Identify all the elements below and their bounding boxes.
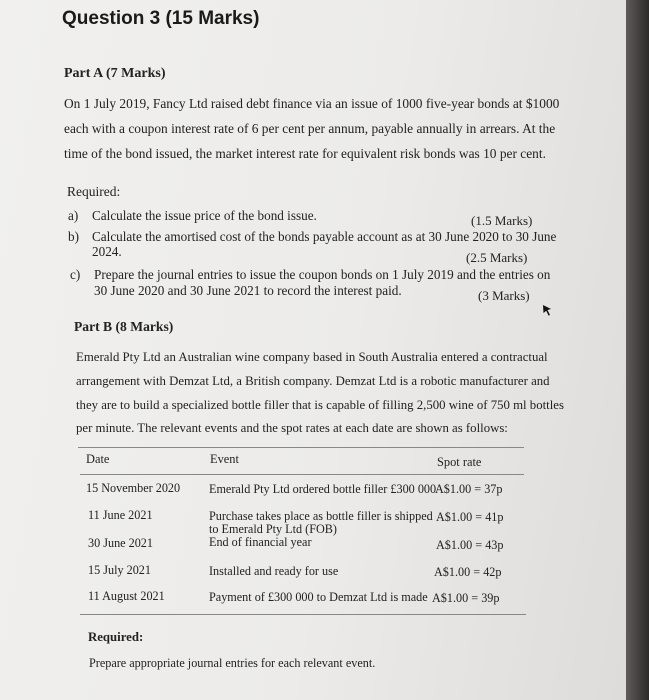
table-cell-rate: A$1.00 = 37p (435, 482, 503, 496)
part-b-line: per minute. The relevant events and the spot rates at each date are shown as follows: (76, 421, 508, 435)
table-cell-event: Payment of £300 000 to Demzat Ltd is made (209, 590, 428, 604)
table-cell-event: Purchase takes place as bottle filler is shipped (209, 509, 433, 523)
item-b-marks: (2.5 Marks) (466, 250, 528, 265)
table-header-event: Event (210, 452, 239, 466)
item-a-text: Calculate the issue price of the bond issue. (92, 208, 317, 223)
table-cell-rate: A$1.00 = 43p (436, 538, 504, 552)
table-cell-date: 11 June 2021 (88, 508, 153, 522)
item-c-marks: (3 Marks) (478, 288, 530, 303)
part-b-required-label: Required: (88, 630, 144, 644)
part-a-line: On 1 July 2019, Fancy Ltd raised debt finance via an issue of 1000 five-year bonds at $1000 (64, 96, 560, 111)
part-b-line: arrangement with Demzat Ltd, a British company. Demzat Ltd is a robotic manufacturer and (76, 374, 550, 388)
item-b-text: Calculate the amortised cost of the bonds payable account as at 30 June 2020 to 30 June (92, 229, 557, 244)
mouse-cursor-icon (542, 304, 552, 316)
part-a-title: Part A (7 Marks) (64, 66, 166, 81)
table-bottom-rule (80, 614, 526, 615)
table-header-date: Date (86, 452, 110, 466)
table-header-spot-rate: Spot rate (437, 455, 482, 469)
table-cell-date: 30 June 2021 (88, 536, 153, 550)
table-cell-event: to Emerald Pty Ltd (FOB) (209, 522, 337, 536)
table-cell-date: 15 July 2021 (88, 563, 151, 577)
part-b-required-text: Prepare appropriate journal entries for each relevant event. (89, 656, 376, 670)
part-b-line: Emerald Pty Ltd an Australian wine company based in South Australia entered a contractual (76, 350, 548, 364)
background-edge (626, 0, 649, 700)
part-b-title: Part B (8 Marks) (74, 319, 174, 334)
item-c-text: Prepare the journal entries to issue the coupon bonds on 1 July 2019 and the entries on (94, 267, 551, 282)
part-a-line: time of the bond issued, the market interest rate for equivalent risk bonds was 10 per cent. (64, 146, 546, 161)
item-a-marker: a) (68, 208, 79, 223)
table-cell-rate: A$1.00 = 41p (436, 510, 504, 524)
part-a-required-label: Required: (67, 184, 121, 199)
table-cell-event: End of financial year (209, 535, 312, 549)
part-a-line: each with a coupon interest rate of 6 per cent per annum, payable annually in arrears. At the (64, 121, 556, 136)
table-top-rule (78, 447, 524, 448)
item-c-marker: c) (70, 267, 81, 282)
item-b-marker: b) (68, 229, 79, 244)
question-title: Question 3 (15 Marks) (62, 8, 260, 29)
item-c-text: 30 June 2020 and 30 June 2021 to record the interest paid. (94, 283, 402, 298)
table-cell-date: 15 November 2020 (86, 481, 181, 495)
table-cell-rate: A$1.00 = 39p (432, 591, 500, 605)
table-cell-rate: A$1.00 = 42p (434, 565, 502, 579)
item-b-text: 2024. (92, 244, 122, 259)
item-a-marks: (1.5 Marks) (471, 213, 533, 228)
table-cell-event: Emerald Pty Ltd ordered bottle filler £300 000 (209, 482, 437, 496)
table-header-rule (80, 474, 524, 475)
table-cell-date: 11 August 2021 (88, 589, 165, 603)
table-cell-event: Installed and ready for use (209, 564, 339, 578)
part-b-line: they are to build a specialized bottle filler that is capable of filling 2,500 wine of 750 ml bottles (76, 398, 564, 412)
